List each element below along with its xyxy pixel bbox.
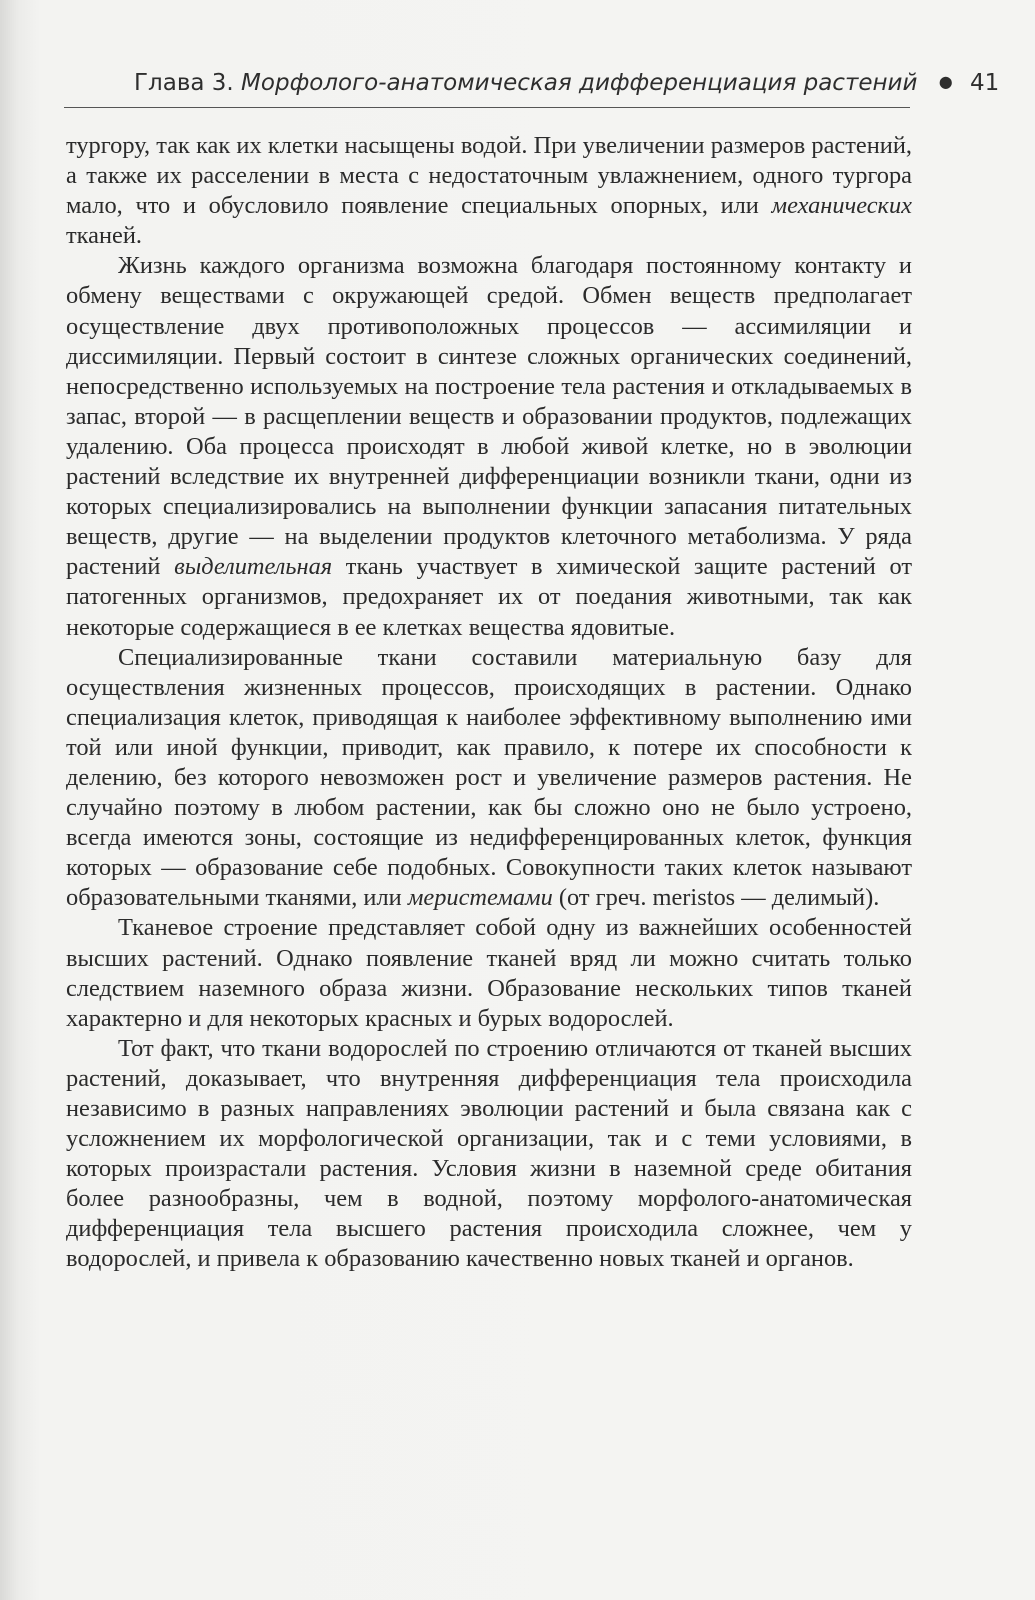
paragraph-5-text: Тот факт, что ткани водорослей по строению отличаются от тканей высших растений, доказывает, что внутренняя дифференциация тела происходила независимо в разных направлениях эволюции растений и была связана как с усложнением их морфологической организации, так и с теми условиями, в которых произрастали растения. Условия жизни в наземной среде обитания более разнообразны, чем в водной, поэтому морфолого-анатомическая дифференциация тела высшего растения происходила сложнее, чем у водорослей, и привела к образованию качественно новых тканей и органов. <box>66 1034 912 1273</box>
running-head <box>134 70 1000 96</box>
chapter-label: Глава 3. <box>134 70 234 96</box>
paragraph-1-text-a: тургору, так как их клетки насыщены водой. При увеличении размеров растений, а также их расселении в места с недостаточным увлажнением, одного тургора мало, что и обусловило появление специальных опорных, или <box>66 132 912 220</box>
paragraph-2 <box>66 251 912 642</box>
chapter-title: Морфолого-анатомическая дифференциация растений <box>241 70 918 96</box>
paragraph-2-text-a: Жизнь каждого организма возможна благодаря постоянному контакту и обмену веществами с окружающей средой. Обмен веществ предполагает осуществление двух противоположных процессов — ассимиляции и диссимиляции. Первый состоит в синтезе сложных органических соединений, непосредственно используемых на построение тела растения и откладываемых в запас, второй — в расщеплении веществ и образовании продуктов, подлежащих удалению. Оба процесса происходят в любой живой клетке, но в эволюции растений вследствие их внутренней дифференциации возникли ткани, одни из которых специализировались на выполнении функции запасания питательных веществ, другие — на выделении продуктов клеточного метаболизма. У ряда растений <box>66 252 912 581</box>
bullet-separator: ● <box>938 72 953 91</box>
term-excretory: выделительная <box>174 553 333 581</box>
page-number: 41 <box>970 70 1000 96</box>
paragraph-4 <box>66 913 912 1033</box>
body-text <box>66 131 912 1275</box>
paragraph-5 <box>66 1034 912 1275</box>
paragraph-4-text: Тканевое строение представляет собой одну из важнейших особенностей высших растений. Однако появление тканей вряд ли можно считать только следствием наземного образа жизни. Образование нескольких типов тканей характерно и для некоторых красных и бурых водорослей. <box>66 914 912 1032</box>
term-mechanical: механических <box>771 192 912 220</box>
paragraph-1-text-b: тканей. <box>66 222 142 250</box>
paragraph-2-text-b: ткань участвует в химической защите растений от патогенных организмов, предохраняет их от поедания животными, так как некоторые содержащиеся в ее клетках вещества ядовитые. <box>66 553 913 641</box>
paragraph-3-text-b: (от греч. meristos — делимый). <box>552 884 880 912</box>
paragraph-1 <box>66 131 912 251</box>
paragraph-3 <box>66 643 912 914</box>
header-rule <box>64 107 910 108</box>
paragraph-3-text-a: Специализированные ткани составили материальную базу для осуществления жизненных процессов, происходящих в растении. Однако специализация клеток, приводящая к наиболее эффективному выполнению ими той или иной функции, приводит, как правило, к потере их способности к делению, без которого невозможен рост и увеличение размеров растения. Не случайно поэтому в любом растении, как бы сложно оно не было устроено, всегда имеются зоны, состоящие из недифференцированных клеток, функция которых — образование себе подобных. Совокупности таких клеток называют образовательными тканями, или <box>66 643 912 912</box>
term-meristems: меристемами <box>407 884 553 912</box>
